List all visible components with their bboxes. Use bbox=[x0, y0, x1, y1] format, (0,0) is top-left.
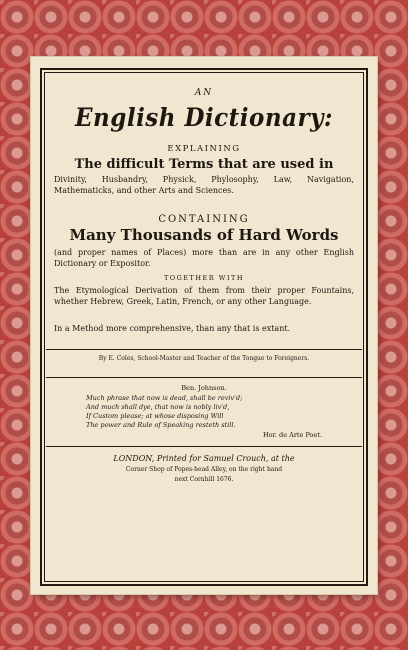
proper-names-line: (and proper names of Places) more than are in any other English Dictionary or Expositor. bbox=[54, 248, 354, 268]
difficult-terms-line: The difficult Terms that are used in bbox=[74, 157, 334, 172]
divider-rule-1 bbox=[46, 349, 362, 350]
divider-rule-3 bbox=[46, 446, 362, 447]
method-line: In a Method more comprehensive, than any that is extant. bbox=[54, 324, 291, 333]
etymological-paragraph: The Etymological Derivation of them from their proper Fountains, whether Hebrew, Greek, Latin, French, or any other Language. bbox=[54, 286, 354, 306]
many-thousands-line: Many Thousands of Hard Words bbox=[69, 226, 339, 244]
together-with-heading: TOGETHER WITH bbox=[163, 274, 245, 282]
epigraph-line-4: The power and Rule of Speaking resteth still. bbox=[86, 421, 236, 429]
imprint-line-1: LONDON, Printed for Samuel Crouch, at the bbox=[113, 454, 295, 463]
containing-heading: CONTAINING bbox=[158, 214, 250, 225]
article-an: AN bbox=[194, 88, 214, 98]
epigraph-line-1: Much phrase that now is dead, shall be reviv'd; bbox=[86, 394, 243, 402]
fields-list: Divinity, Husbandry, Physick, Phylosophy, Law, Navigation, Mathematicks, and other Arts and Sciences. bbox=[54, 175, 354, 195]
title-page-content bbox=[46, 74, 362, 580]
imprint-line-2: Corner Shop of Popes-head Alley, on the right hand bbox=[125, 466, 283, 473]
epigraph-line-2: And much shall dye, that now is nobly liv'd, bbox=[86, 403, 230, 411]
epigraph-heading: Ben. Johnson. bbox=[181, 384, 227, 392]
epigraph-line-3: If Custom please; at whose disposing Will bbox=[86, 412, 224, 420]
divider-rule-2 bbox=[46, 377, 362, 378]
author-line: By E. Coles, School-Master and Teacher of the Tongue to Foreigners. bbox=[98, 355, 310, 362]
main-title: English Dictionary: bbox=[75, 102, 333, 133]
title-page-border bbox=[40, 68, 368, 586]
explaining-heading: EXPLAINING bbox=[167, 144, 241, 154]
epigraph-source: Hor. de Arte Poet. bbox=[262, 431, 322, 439]
imprint-line-3: next Cornhill 1676. bbox=[174, 476, 234, 483]
book-cover-page bbox=[31, 57, 377, 594]
